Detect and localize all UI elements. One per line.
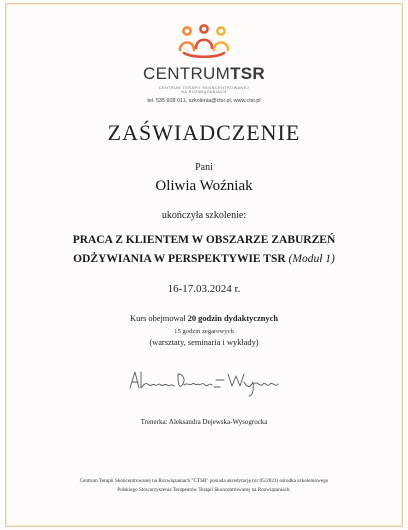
brand-name: [0, 64, 408, 84]
brand-light: CENTRUM: [143, 64, 231, 83]
footer-accreditation-2: Polskiego Stowarzyszenia Terapeutów Terapii Skoncentrowanej na Rozwiązaniach.: [117, 487, 291, 493]
brand-subtitle-1: CENTRUM TERAPII SKONCENTROWANEJ: [158, 86, 250, 90]
salutation: Pani: [195, 162, 213, 173]
hours-didactic: 20 godzin dydaktycznych: [187, 314, 278, 323]
certificate-title: ZAŚWIADCZENIE: [107, 120, 301, 145]
signature-image: [128, 366, 280, 400]
footer-accreditation-1: Centrum Terapii Skoncentrowanej na Rozwiązaniach "CTSR" posiada akredytację (nr 05/2021) ośrodka szkoleniowego: [79, 478, 329, 484]
completed-text: ukończyła szkolenie:: [161, 210, 247, 221]
brand-bold: TSR: [230, 64, 265, 83]
course-title-line-1: PRACA Z KLIENTEM W OBSZARZE ZABURZEŃ: [72, 234, 336, 246]
hours-clock: 15 godzin zegarowych: [174, 328, 234, 335]
course-module: (Moduł 1): [288, 253, 335, 265]
course-hours: [0, 314, 408, 323]
course-title-main: ODŻYWIANIA W PERSPEKTYWIE TSR: [73, 253, 286, 265]
hours-prefix: Kurs obejmował: [130, 314, 186, 323]
hours-forms: (warsztaty, seminaria i wykłady): [149, 338, 259, 347]
three-people-logo-icon: [176, 24, 232, 60]
course-title-line-2: [0, 253, 408, 265]
brand-subtitle-2: NA ROZWIĄZANIACH: [181, 90, 227, 94]
recipient-name: Oliwia Woźniak: [155, 178, 253, 194]
contact-info: tel. 535 928 011, szkolenia@ctsr.pl, www.ctsr.pl: [147, 98, 261, 104]
trainer-name: Trenerka: Aleksandra Dejewska-Wysogrocka: [140, 418, 268, 426]
course-dates: 16-17.03.2024 r.: [167, 283, 241, 295]
